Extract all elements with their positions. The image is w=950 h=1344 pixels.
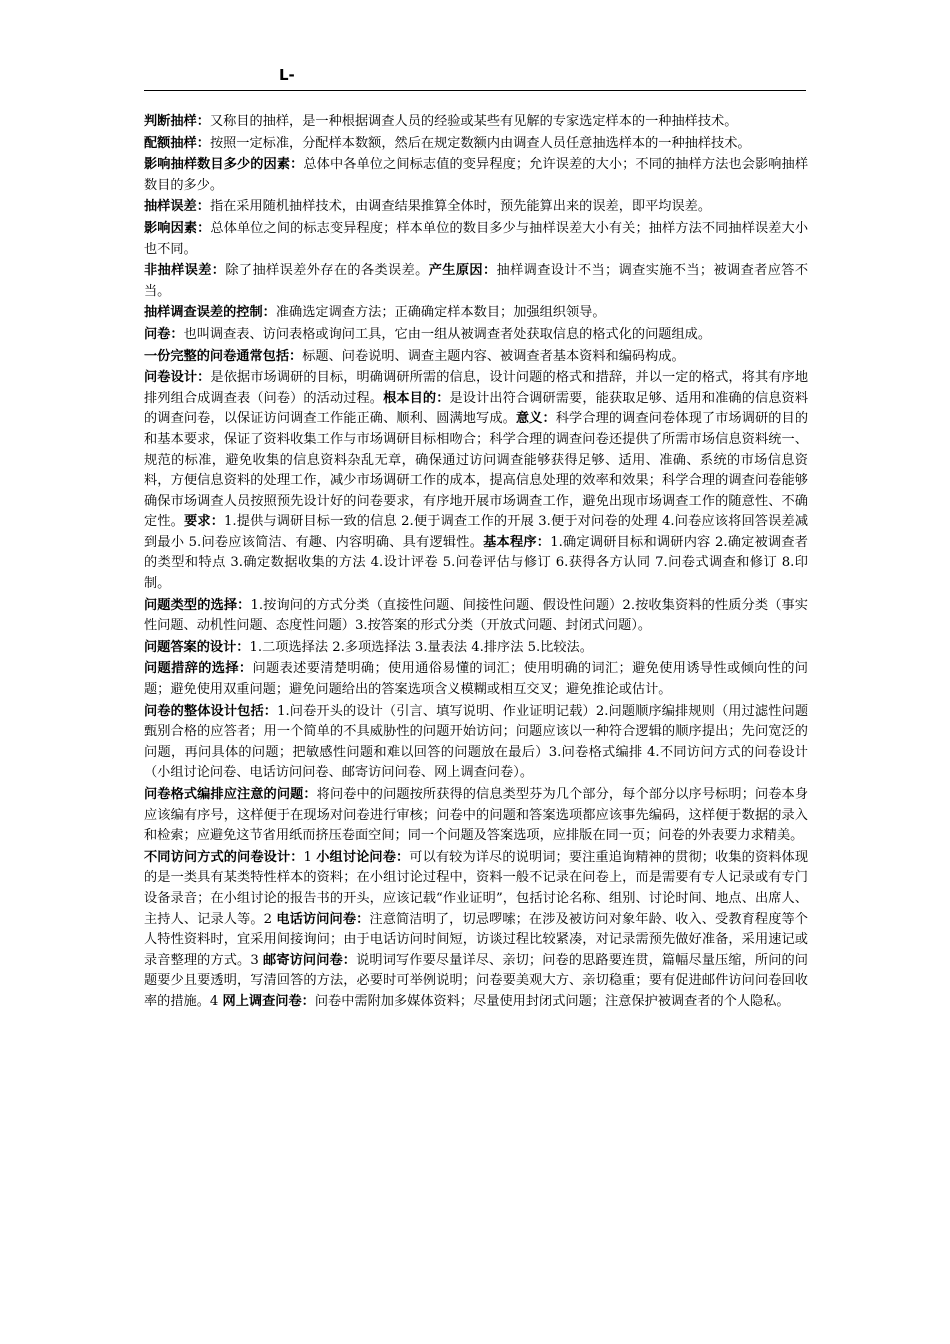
paragraph xyxy=(144,702,808,784)
term-heading: 小组讨论问卷： xyxy=(316,849,410,865)
paragraph-text: 抽样调查设计不当；调查实施不当；被调查者应答不当。 xyxy=(144,263,809,299)
paragraph xyxy=(144,659,808,700)
header-mark: L- xyxy=(279,66,295,84)
term-heading: 意义： xyxy=(515,411,556,427)
paragraph-text: 问题表述要清楚明确；使用通俗易懂的词汇；使用明确的词汇；避免使用诱导性或倾向性的问题；避免使用双重问题；避免问题给出的答案选项含义模糊或相互交叉；避免推论或估计。 xyxy=(144,661,808,698)
paragraph-text: 说明词写作要尽量详尽、亲切；问卷的思路要连贯，篇幅尽量压缩，所问的问题要少且要透明，写清回答的方法，必要时可举例说明；问卷要美观大方、亲切稳重；要有促进邮件访问问卷回收率的措施。4 xyxy=(144,952,808,1009)
paragraph xyxy=(144,785,808,847)
paragraph-text: 问卷中需附加多媒体资料；尽量使用封闭式问题；注意保护被调查者的个人隐私。 xyxy=(314,993,790,1009)
term-heading: 影响抽样数目多少的因素： xyxy=(144,157,304,173)
paragraph-text: 注意简洁明了，切忌啰嗦；在涉及被访问对象年龄、收入、受教育程度等个人特性资料时，宜采用间接询问；由于电话访问时间短，访谈过程比较紧凑，对记录需预先做好准备，采用速记或录音整理的方式。3 xyxy=(144,911,808,968)
paragraph-text: 又称目的抽样，是一种根据调查人员的经验或某些有见解的专家选定样本的一种抽样技术。 xyxy=(209,114,738,129)
term-heading: 抽样调查误差的控制： xyxy=(144,305,276,321)
paragraph-text: 1.提供与调研目标一致的信息 2.便于调查工作的开展 3.便于对问卷的处理 4.问卷应该将回答误差减到最小 5.问卷应该简洁、有趣、内容明确、具有逻辑性。 xyxy=(144,514,809,550)
paragraph xyxy=(144,112,808,133)
paragraph-text: 按照一定标准，分配样本数额，然后在规定数额内由调查人员任意抽选样本的一种抽样技术。 xyxy=(209,135,751,151)
paragraph xyxy=(144,155,808,196)
term-heading: 基本程序： xyxy=(483,534,551,550)
term-heading: 问卷： xyxy=(144,326,184,342)
paragraph xyxy=(144,347,808,368)
paragraph-text: 也叫调查表、访问表格或询问工具，它由一组从被调查者处获取信息的格式化的问题组成。 xyxy=(183,326,712,342)
paragraph-text: 科学合理的调查问卷体现了市场调研的目的和基本要求，保证了资料收集工作与市场调研目标相吻合；科学合理的调查问卷还提供了所需市场信息资料统一、规范的标准，避免收集的信息资料杂乱无章，确保通过访问调查能够获得足够、适用、准确、系统的市场信息资料，方便信息资料的处理工作，减少市场调研工作的成本，提高信息处理的效率和效果；科学合理的调查问卷能够确保市场调查人员按照预先设计好的问卷要求，有序地开展市场调查工作，避免出现市场调查工作的随意性、不确定性。 xyxy=(144,411,809,530)
paragraph xyxy=(144,848,808,1013)
paragraph xyxy=(144,134,808,155)
term-heading: 一份完整的问卷通常包括： xyxy=(144,348,303,364)
paragraph-text: 1.二项选择法 2.多项选择法 3.量表法 4.排序法 5.比较法。 xyxy=(249,639,593,655)
term-heading: 问题措辞的选择： xyxy=(144,661,253,677)
term-heading: 配额抽样： xyxy=(144,135,210,151)
term-heading: 要求： xyxy=(184,514,225,530)
paragraph-text: 指在采用随机抽样技术，由调查结果推算全体时，预先能算出来的误差，即平均误差。 xyxy=(209,199,712,215)
paragraph-text: 1.确定调研目标和调研内容 2.确定被调查者的类型和特点 3.确定数据收集的方法 4.设计评卷 5.问卷评估与修订 6.获得各方认同 7.问卷式调查和修订 8.印制。 xyxy=(144,534,808,592)
header-rule xyxy=(144,90,806,91)
paragraph-text: 准确选定调查方法；正确确定样本数目；加强组织领导。 xyxy=(275,305,606,321)
term-heading: 抽样误差： xyxy=(144,199,210,215)
paragraph-text: 1 xyxy=(303,849,317,865)
term-heading: 邮寄访问问卷： xyxy=(263,952,357,968)
paragraph xyxy=(144,596,808,637)
paragraph-text: 是依据市场调研的目标，明确调研所需的信息，设计问题的格式和措辞，并以一定的格式，将其有序地排列组合成调查表（问卷）的活动过程。 xyxy=(144,370,809,406)
term-heading: 电话访问问卷： xyxy=(276,911,370,927)
term-heading: 影响因素： xyxy=(144,220,211,236)
term-heading: 问题答案的设计： xyxy=(144,639,250,655)
paragraph-text: 总体中各单位之间标志值的变异程度；允许误差的大小；不同的抽样方法也会影响抽样数目的多少。 xyxy=(144,157,809,193)
term-heading: 不同访问方式的问卷设计： xyxy=(144,849,304,865)
term-heading: 网上调查问卷： xyxy=(222,993,315,1009)
paragraph xyxy=(144,325,808,346)
paragraph xyxy=(144,261,808,302)
paragraph-text: 除了抽样误差外存在的各类误差。 xyxy=(225,263,429,279)
paragraph xyxy=(144,368,808,595)
paragraph-text: 总体单位之间的标志变异程度；样本单位的数目多少与抽样误差大小有关；抽样方法不同抽样误差大小也不同。 xyxy=(144,220,809,257)
document-body xyxy=(144,112,808,1014)
term-heading: 非抽样误差： xyxy=(144,263,226,279)
paragraph-text: 是设计出符合调研需要，能获取足够、适用和准确的信息资料的调查问卷，以保证访问调查工作能正确、顺利、圆满地写成。 xyxy=(144,390,809,427)
paragraph xyxy=(144,197,808,218)
term-heading: 问卷设计： xyxy=(144,370,211,386)
paragraph-text: 标题、问卷说明、调查主题内容、被调查者基本资料和编码构成。 xyxy=(302,348,685,364)
paragraph-text: 可以有较为详尽的说明词；要注重追询精神的贯彻；收集的资料体现的是一类具有某类特性样本的资料；在小组讨论过程中，资料一般不记录在问卷上，而是需要有专人记录或有专门设备录音；在小组讨论的报告书的开头，应该记载“作业证明”，包括讨论名称、组别、讨论时间、地点、出席人、主持人、记录人等。2 xyxy=(144,849,809,927)
paragraph xyxy=(144,219,808,260)
term-heading: 判断抽样： xyxy=(144,114,210,129)
term-heading: 问卷格式编排应注意的问题： xyxy=(144,787,317,802)
term-heading: 问卷的整体设计包括： xyxy=(144,703,278,719)
term-heading: 问题类型的选择： xyxy=(144,597,251,613)
paragraph-text: 1.按询问的方式分类（直接性问题、间接性问题、假设性问题）2.按收集资料的性质分类（事实性问题、动机性问题、态度性问题）3.按答案的形式分类（开放式问题、封闭式问题）。 xyxy=(144,597,808,634)
paragraph-text: 将问卷中的问题按所获得的信息类型芬为几个部分，每个部分以序号标明；问卷本身应该编有序号，这样便于在现场对问卷进行审核；问卷中的问题和答案选项都应该事先编码，这样便于数据的录入和检索；应避免这节省用纸而挤压卷面空间；同一个问题及答案选项，应排版在同一页；问卷的外表要力求精美。 xyxy=(144,787,809,844)
paragraph xyxy=(144,303,808,324)
term-heading: 根本目的： xyxy=(383,390,450,406)
term-heading: 产生原因： xyxy=(428,263,497,279)
paragraph-text: 1.问卷开头的设计（引言、填写说明、作业证明记载）2.问题顺序编排规则（用过滤性问题甄别合格的应答者；用一个简单的不具威胁性的问题开始访问；问题应该以一种符合逻辑的顺序提出；先问宽泛的问题，再问具体的问题；把敏感性问题和难以回答的问题放在最后）3.问卷格式编排 4.不同访问方式的问卷设计（小组讨论问卷、电话访问问卷、邮寄访问问卷、网上调查问卷）。 xyxy=(144,703,809,781)
paragraph xyxy=(144,638,808,659)
